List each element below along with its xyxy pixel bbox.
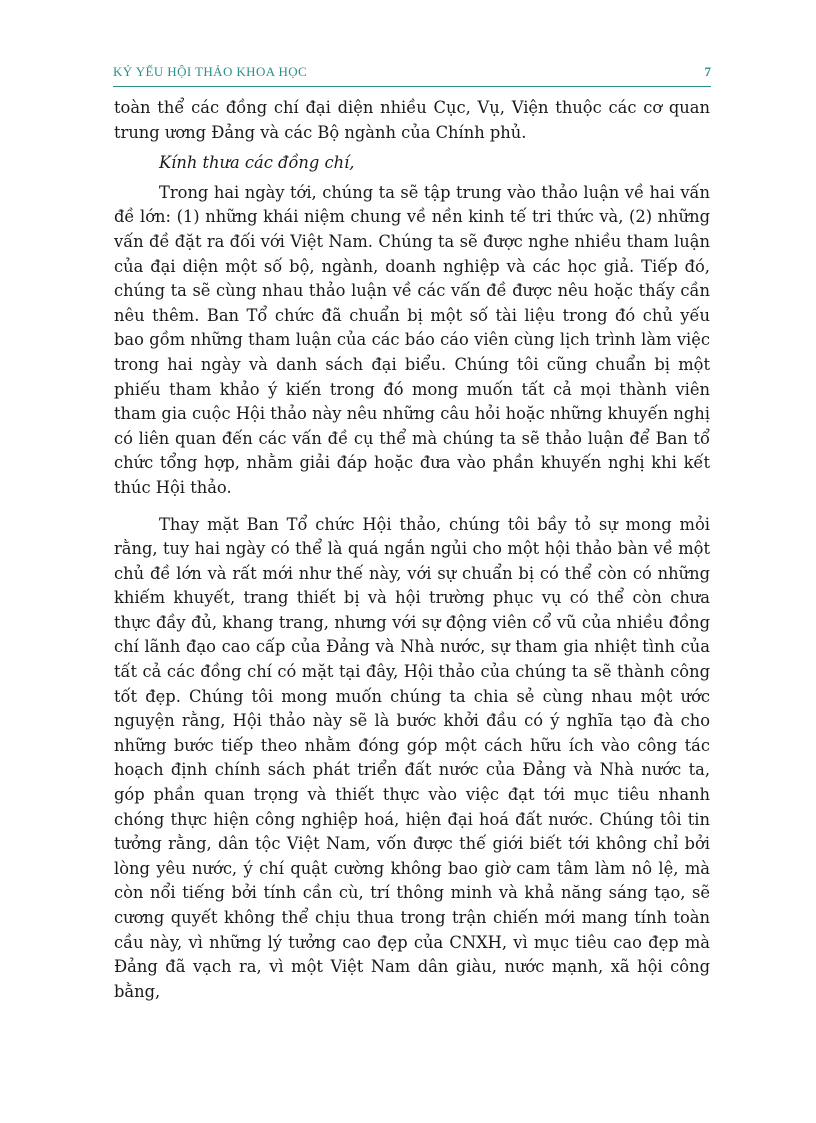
paragraph-discussion-topics: Trong hai ngày tới, chúng ta sẽ tập trung vào thảo luận về hai vấn đề lớn: (1) những khái niệm chung về nền kinh tế tri thức và, (2) những vấn đề đặt ra đối với Việt Nam. Chúng ta sẽ được nghe nhiều tham luận của đại diện một số bộ, ngành, doanh nghiệp và các học giả. Tiếp đó, chúng ta sẽ cùng nhau thảo luận về các vấn đề được nêu hoặc thấy cần nêu thêm. Ban Tổ chức đã chuẩn bị một số tài liệu trong đó chủ yếu bao gồm những tham luận của các báo cáo viên cùng lịch trình làm việc trong hai ngày và danh sách đại biểu. Chúng tôi cũng chuẩn bị một phiếu tham khảo ý kiến trong đó mong muốn tất cả mọi thành viên tham gia cuộc Hội thảo này nêu những câu hỏi hoặc những khuyến nghị có liên quan đến các vấn đề cụ thể mà chúng ta sẽ thảo luận để Ban tổ chức tổng hợp, nhằm giải đáp hoặc đưa vào phần khuyến nghị khi kết thúc Hội thảo. [114,182,710,497]
page-number: 7 [704,64,711,79]
salutation: Kính thưa các đồng chí, [159,153,355,173]
paragraph-organizing-committee: Thay mặt Ban Tổ chức Hội thảo, chúng tôi bầy tỏ sự mong mỏi rằng, tuy hai ngày có thể là quá ngắn ngủi cho một hội thảo bàn về một chủ đề lớn và rất mới như thế này, với sự chuẩn bị có thể còn có những khiếm khuyết, trang thiết bị và hội trường phục vụ có thể còn chưa thực đầy đủ, khang trang, nhưng với sự động viên cổ vũ của nhiều đồng chí lãnh đạo cao cấp của Đảng và Nhà nước, sự tham gia nhiệt tình của tất cả các đồng chí có mặt tại đây, Hội thảo của chúng ta sẽ thành công tốt đẹp. Chúng tôi mong muốn chúng ta chia sẻ cùng nhau một ước nguyện rằng, Hội thảo này sẽ là bước khởi đầu có ý nghĩa tạo đà cho những bước tiếp theo nhằm đóng góp một cách hữu ích vào công tác hoạch định chính sách phát triển đất nước của Đảng và Nhà nước ta, góp phần quan trọng và thiết thực vào việc đạt tới mục tiêu nhanh chóng thực hiện công nghiệp hoá, hiện đại hoá đất nước. Chúng tôi tin tưởng rằng, dân tộc Việt Nam, vốn được thế giới biết tới không chỉ bởi lòng yêu nước, ý chí quật cường không bao giờ cam tâm làm nô lệ, mà còn nổi tiếng bởi tính cần cù, trí thông minh và khả năng sáng tạo, sẽ cương quyết không thể chịu thua trong trận chiến mới mang tính toàn cầu này, vì những lý tưởng cao đẹp của CNXH, vì mục tiêu cao đẹp mà Đảng đã vạch ra, vì một Việt Nam dân giàu, nước mạnh, xã hội công bằng, [114,514,710,1001]
header-divider [113,86,711,87]
page-body [114,96,710,1004]
paragraph-continuation: toàn thể các đồng chí đại diện nhiều Cục, Vụ, Viện thuộc các cơ quan trung ương Đảng và các Bộ ngành của Chính phủ. [114,98,710,142]
running-header [113,64,711,84]
header-title: KỶ YẾU HỘI THẢO KHOA HỌC [113,64,308,79]
